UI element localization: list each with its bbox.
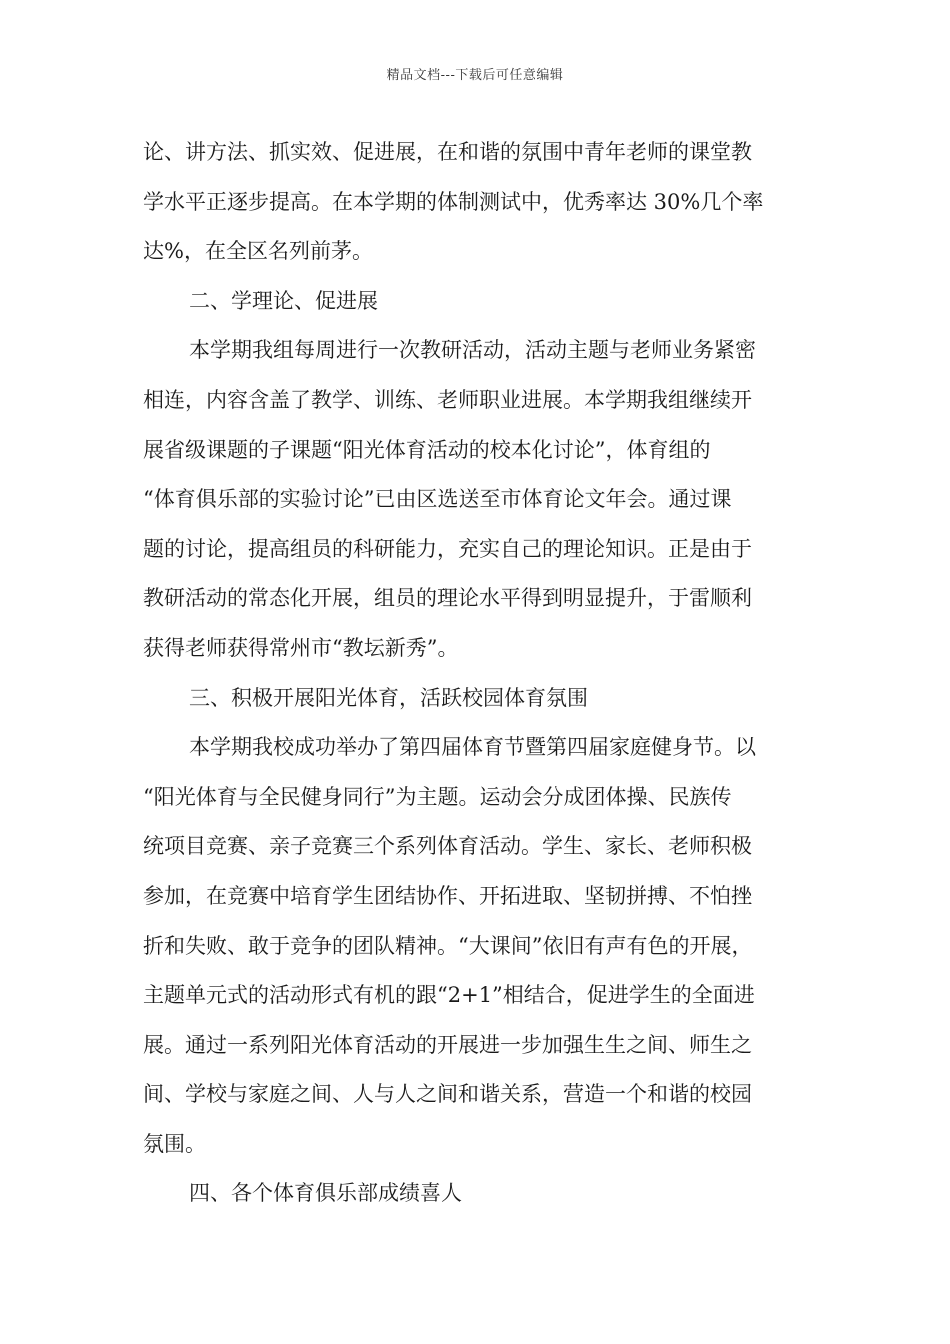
text-line: 展。通过一系列阳光体育活动的开展进一步加强生生之间、师生之 [143,1032,752,1057]
paragraph-continuation [143,128,807,277]
text-line: 折和失败、敢于竞争的团队精神。“大课间”依旧有声有色的开展， [143,933,753,958]
text-line: 学水平正逐步提高。在本学期的体制测试中，优秀率达 30%几个率 [143,189,764,214]
text-line: “阳光体育与全民健身同行”为主题。运动会分成团体操、民族传 [143,784,732,809]
text-line: 展省级课题的子课题“阳光体育活动的校本化讨论”，体育组的 [143,437,711,462]
paragraph-sunshine-sports [143,723,807,1169]
text-line: 论、讲方法、抓实效、促进展，在和谐的氛围中青年老师的课堂教 [143,140,752,164]
text-line: 题的讨论，提高组员的科研能力，充实自己的理论知识。正是由于 [143,536,752,561]
text-line: 间、学校与家庭之间、人与人之间和谐关系，营造一个和谐的校园 [143,1082,752,1107]
text-line: 参加，在竞赛中培育学生团结协作、开拓进取、坚韧拼搏、不怕挫 [143,883,752,908]
paragraph-research [143,326,807,673]
text-line: 氛围。 [143,1131,206,1156]
section-heading-3 [143,674,807,724]
text-line: “体育俱乐部的实验讨论”已由区选送至市体育论文年会。通过课 [143,487,732,512]
text-line: 教研活动的常态化开展，组员的理论水平得到明显提升，于雷顺利 [143,586,752,611]
text-line: 相连，内容含盖了教学、训练、老师职业进展。本学期我组继续开 [143,387,752,412]
section-heading-4 [143,1169,807,1219]
text-line: 主题单元式的活动形式有机的跟“2+1”相结合，促进学生的全面进 [143,983,755,1008]
heading-text: 三、积极开展阳光体育，活跃校园体育氛围 [189,685,588,710]
text-line: 达%，在全区名列前茅。 [143,239,373,264]
heading-text: 二、学理论、促进展 [189,288,378,313]
text-line: 获得老师获得常州市“教坛新秀”。 [143,635,459,660]
text-line: 本学期我组每周进行一次教研活动，活动主题与老师业务紧密 [189,338,756,363]
heading-text: 四、各个体育俱乐部成绩喜人 [189,1181,462,1206]
text-line: 统项目竞赛、亲子竞赛三个系列体育活动。学生、家长、老师积极 [143,834,752,859]
section-heading-2 [143,277,807,327]
document-body [143,128,807,1219]
page-header: 精品文档---下载后可任意编辑 [386,68,564,83]
text-line: 本学期我校成功举办了第四届体育节暨第四届家庭健身节。以 [189,735,756,760]
